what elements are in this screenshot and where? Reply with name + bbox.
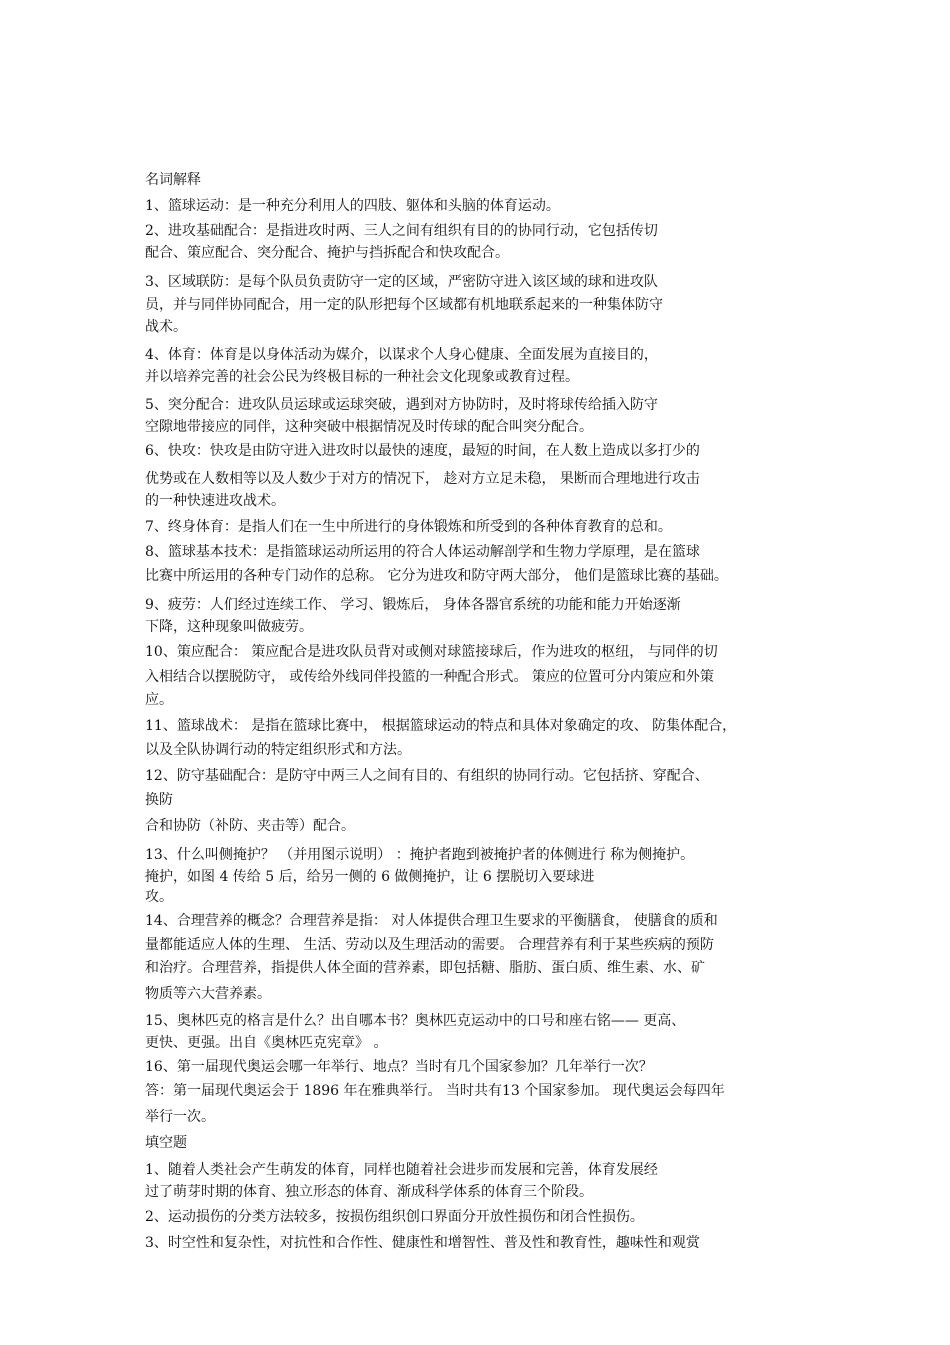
text-line: 的一种快速进攻战术。 (145, 493, 285, 509)
text-line: 并以培养完善的社会公民为终极目标的一种社会文化现象或教育过程。 (145, 369, 579, 385)
text-line: 13、什么叫侧掩护？ （并用图示说明） ：掩护者跑到被掩护者的体侧进行 称为侧掩护。 (145, 847, 695, 863)
text-line: 攻。 (145, 889, 173, 905)
text-line: 以及全队协调行动的特定组织形式和方法。 (145, 742, 411, 758)
text-line: 更快、更强。出自《奥林匹克宪章》 。 (145, 1035, 388, 1051)
text-line: 过了萌芽时期的体育、独立形态的体育、渐成科学体系的体育三个阶段。 (145, 1184, 593, 1200)
text-line: 比赛中所运用的各种专门动作的总称。 它分为进攻和防守两大部分， 他们是篮球比赛的基础。 (145, 568, 728, 584)
text-line: 和治疗。合理营养，指提供人体全面的营养素，即包括糖、脂肪、蛋白质、维生素、水、矿 (145, 960, 705, 976)
text-line: 3、区域联防：是每个队员负责防守一定的区域，严密防守进入该区域的球和进攻队 (145, 274, 658, 290)
text-line: 答：第一届现代奥运会于 1896 年在雅典举行。 当时共有13 个国家参加。 现代奥运会每四年 (145, 1083, 725, 1099)
text-line: 应。 (145, 692, 173, 708)
text-line: 15、奥林匹克的格言是什么？出自哪本书？奥林匹克运动中的口号和座右铭—— 更高、 (145, 1013, 686, 1029)
text-line: 入相结合以摆脱防守， 或传给外线同伴投篮的一种配合形式。 策应的位置可分内策应和外策 (145, 669, 714, 685)
text-line: 掩护，如图 4 传给 5 后，给另一侧的 6 做侧掩护，让 6 摆脱切入要球进 (145, 869, 595, 885)
text-line: 11、篮球战术： 是指在篮球比赛中， 根据篮球运动的特点和具体对象确定的攻、 防集体配合， (145, 718, 737, 734)
text-line: 举行一次。 (145, 1109, 215, 1125)
text-line: 9、疲劳：人们经过连续工作、 学习、锻炼后， 身体各器官系统的功能和能力开始逐渐 (145, 597, 681, 613)
text-line: 量都能适应人体的生理、 生活、劳动以及生理活动的需要。 合理营养有利于某些疾病的预防 (145, 937, 714, 953)
text-line: 战术。 (145, 319, 187, 335)
text-line: 3、时空性和复杂性，对抗性和合作性、健康性和增智性、普及性和教育性，趣味性和观赏 (145, 1235, 700, 1251)
text-line: 2、运动损伤的分类方法较多，按损伤组织创口界面分开放性损伤和闭合性损伤。 (145, 1209, 644, 1225)
text-line: 空隙地带接应的同伴，这种突破中根据情况及时传球的配合叫突分配合。 (145, 419, 593, 435)
text-line: 1、篮球运动：是一种充分利用人的四肢、躯体和头脑的体育运动。 (145, 198, 560, 214)
text-line: 10、策应配合： 策应配合是进攻队员背对或侧对球篮接球后，作为进攻的枢纽， 与同伴的切 (145, 644, 718, 660)
text-line: 8、篮球基本技术：是指篮球运动所运用的符合人体运动解剖学和生物力学原理，是在篮球 (145, 544, 700, 560)
text-line: 配合、策应配合、突分配合、掩护与挡拆配合和快攻配合。 (145, 245, 509, 261)
text-line: 2、进攻基础配合：是指进攻时两、三人之间有组织有目的的协同行动，它包括传切 (145, 223, 658, 239)
text-line: 下降，这种现象叫做疲劳。 (145, 619, 313, 635)
text-line: 合和协防（补防、夹击等）配合。 (145, 818, 355, 834)
text-line: 物质等六大营养素。 (145, 986, 271, 1002)
text-line: 1、随着人类社会产生萌发的体育，同样也随着社会进步而发展和完善，体育发展经 (145, 1162, 658, 1178)
text-line: 7、终身体育：是指人们在一生中所进行的身体锻炼和所受到的各种体育教育的总和。 (145, 519, 672, 535)
text-line: 5、突分配合：进攻队员运球或运球突破，遇到对方协防时，及时将球传给插入防守 (145, 397, 658, 413)
section-heading: 填空题 (145, 1135, 187, 1151)
text-line: 员，并与同伴协同配合，用一定的队形把每个区域都有机地联系起来的一种集体防守 (145, 297, 663, 313)
text-line: 12、防守基础配合：是防守中两三人之间有目的、有组织的协同行动。它包括挤、穿配合、 (145, 768, 709, 784)
text-line: 16、第一届现代奥运会哪一年举行、地点？当时有几个国家参加？几年举行一次？ (145, 1059, 653, 1075)
text-line: 6、快攻：快攻是由防守进入进攻时以最快的速度，最短的时间，在人数上造成以多打少的 (145, 443, 700, 459)
section-heading: 名词解释 (145, 172, 201, 188)
text-line: 优势或在人数相等以及人数少于对方的情况下， 趁对方立足未稳， 果断而合理地进行攻击 (145, 471, 700, 487)
text-line: 4、体育：体育是以身体活动为媒介，以谋求个人身心健康、全面发展为直接目的， (145, 347, 658, 363)
text-line: 14、合理营养的概念？合理营养是指： 对人体提供合理卫生要求的平衡膳食， 使膳食的质和 (145, 913, 718, 929)
text-line: 换防 (145, 792, 173, 808)
